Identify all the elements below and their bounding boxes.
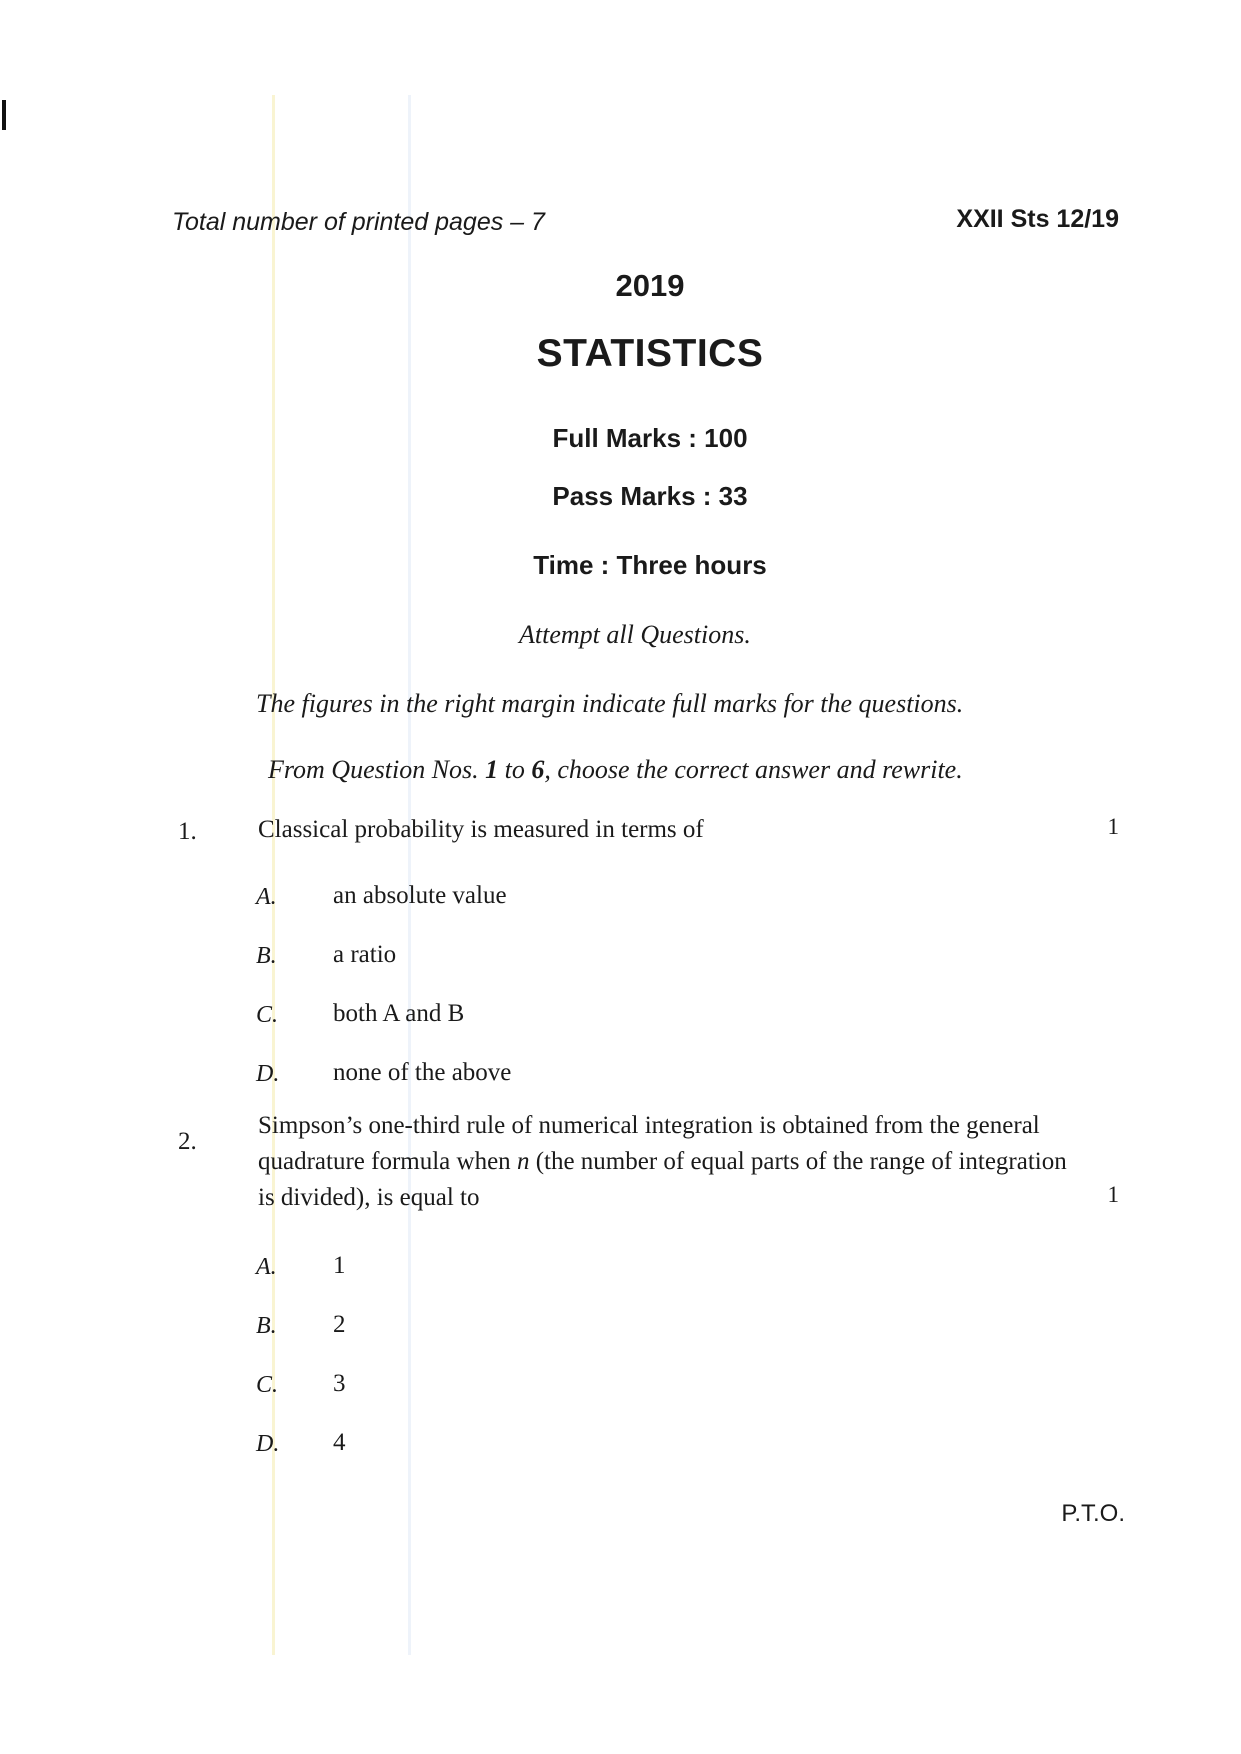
instruction-figures: The figures in the right margin indicate full marks for the questions. <box>256 689 964 718</box>
question-2-line-1: Simpson’s one-third rule of numerical integration is obtained from the general <box>258 1112 1040 1139</box>
instruction-choose-to: to <box>498 755 532 784</box>
question-1-option-d-text: none of the above <box>333 1059 512 1086</box>
question-1-option-d-letter: D. <box>256 1061 280 1087</box>
scan-band-yellow <box>272 95 275 1655</box>
scan-band-blue <box>408 95 411 1655</box>
question-2-line-2-post: (the number of equal parts of the range of integration <box>529 1148 1067 1175</box>
question-1-marks: 1 <box>1107 814 1119 839</box>
question-2-variable-n: n <box>516 1148 530 1175</box>
question-2-line-2-pre: quadrature formula when <box>258 1148 517 1175</box>
question-2-option-a-letter: A. <box>256 1254 277 1280</box>
instruction-choose-prefix: From Question Nos. <box>268 755 486 784</box>
question-2-option-d-text: 4 <box>333 1429 346 1456</box>
question-2-line-3: is divided), is equal to <box>258 1184 480 1211</box>
paper-code: XXII Sts 12/19 <box>956 205 1119 233</box>
question-2-marks: 1 <box>1107 1182 1119 1207</box>
question-1-option-b-letter: B. <box>256 943 277 969</box>
question-2-option-c-text: 3 <box>333 1370 346 1397</box>
scan-edge-mark <box>2 100 6 130</box>
exam-year: 2019 <box>615 268 685 303</box>
instruction-choose-suffix: , choose the correct answer and rewrite. <box>544 755 963 784</box>
instruction-choose-last: 6 <box>531 755 545 784</box>
pass-marks: Pass Marks : 33 <box>552 481 748 511</box>
question-2-option-b-text: 2 <box>333 1311 346 1338</box>
exam-time: Time : Three hours <box>533 550 767 580</box>
question-2-option-d-letter: D. <box>256 1431 280 1457</box>
exam-subject: STATISTICS <box>536 332 764 375</box>
question-2-line-2 <box>258 1144 1067 1180</box>
question-1-option-c-text: both A and B <box>333 1000 465 1027</box>
question-2-number: 2. <box>178 1128 197 1155</box>
instruction-choose-first: 1 <box>485 755 499 784</box>
question-2-text <box>258 1108 1067 1216</box>
question-2-option-c-letter: C. <box>256 1372 279 1398</box>
question-1-option-a-text: an absolute value <box>333 882 507 909</box>
instruction-choose <box>268 755 963 785</box>
question-1-option-a-letter: A. <box>256 884 277 910</box>
question-1-option-c-letter: C. <box>256 1002 279 1028</box>
question-2-option-b-letter: B. <box>256 1313 277 1339</box>
instruction-attempt: Attempt all Questions. <box>519 620 751 649</box>
question-1-number: 1. <box>178 818 197 845</box>
full-marks: Full Marks : 100 <box>552 423 748 453</box>
please-turn-over: P.T.O. <box>1061 1500 1125 1527</box>
question-2-option-a-text: 1 <box>333 1252 346 1279</box>
question-1-option-b-text: a ratio <box>333 941 397 968</box>
question-1-text: Classical probability is measured in terms of <box>258 816 704 843</box>
total-pages-note: Total number of printed pages – 7 <box>172 208 545 236</box>
